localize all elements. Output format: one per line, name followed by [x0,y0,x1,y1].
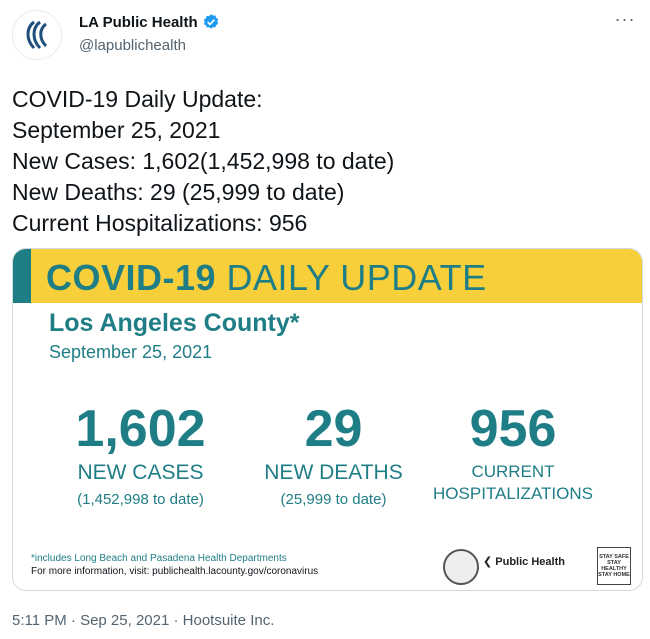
banner-stripe [13,249,31,303]
stay-safe-line: STAY HOME [598,572,630,578]
stat-hospitalizations [423,401,603,505]
tweet-text [12,84,632,239]
banner [13,249,642,303]
public-health-logo-icon: ❮ [483,556,493,568]
new-deaths-value: 29 [304,400,363,458]
footer-logos [443,545,633,585]
new-cases-label: NEW CASES [77,461,204,484]
display-name-text[interactable]: LA Public Health [79,13,198,31]
stat-new-cases [53,401,228,511]
tweet-line: New Deaths: 29 (25,999 to date) [12,179,345,205]
tweet-line: COVID-19 Daily Update: [12,86,263,112]
stat-new-deaths [251,401,416,511]
card-date: September 25, 2021 [49,342,213,362]
footnote: *includes Long Beach and Pasadena Health Departments [31,553,287,564]
verified-badge-icon [202,13,220,31]
stay-safe-line: STAY HEALTHY [601,560,627,572]
new-cases-total: (1,452,998 to date) [77,491,204,508]
tweet-header [0,0,650,70]
la-public-health-logo-icon [20,18,54,52]
public-health-logo [483,555,565,568]
county-seal-icon [443,549,479,585]
display-name[interactable] [79,13,220,31]
new-cases-value: 1,602 [75,400,206,458]
more-horizontal-icon[interactable]: ··· [614,9,636,29]
public-health-logo-text: Public Health [495,556,565,568]
avatar[interactable] [12,10,62,60]
county-title: Los Angeles County* [49,309,300,337]
tweet-line: September 25, 2021 [12,117,221,143]
hospitalizations-label-line1: CURRENT [471,462,555,481]
stay-safe-logo [597,547,631,585]
tweet-timestamp[interactable]: 5:11 PM · Sep 25, 2021 · Hootsuite Inc. [12,612,275,629]
hospitalizations-value: 956 [469,400,557,458]
more-info-text: For more information, visit: publichealth.lacounty.gov/coronavirus [31,566,319,577]
update-image-card[interactable] [12,248,643,591]
handle[interactable]: @lapublichealth [79,37,186,54]
new-deaths-total: (25,999 to date) [280,491,387,508]
stay-safe-line: STAY SAFE [599,554,629,560]
tweet-line: New Cases: 1,602(1,452,998 to date) [12,148,395,174]
banner-title-bold: COVID-19 [46,257,217,298]
tweet-line: Current Hospitalizations: 956 [12,210,308,236]
new-deaths-label: NEW DEATHS [264,461,403,484]
hospitalizations-label-line2: HOSPITALIZATIONS [433,484,593,503]
banner-title [46,257,487,299]
banner-title-rest: DAILY UPDATE [216,257,487,298]
